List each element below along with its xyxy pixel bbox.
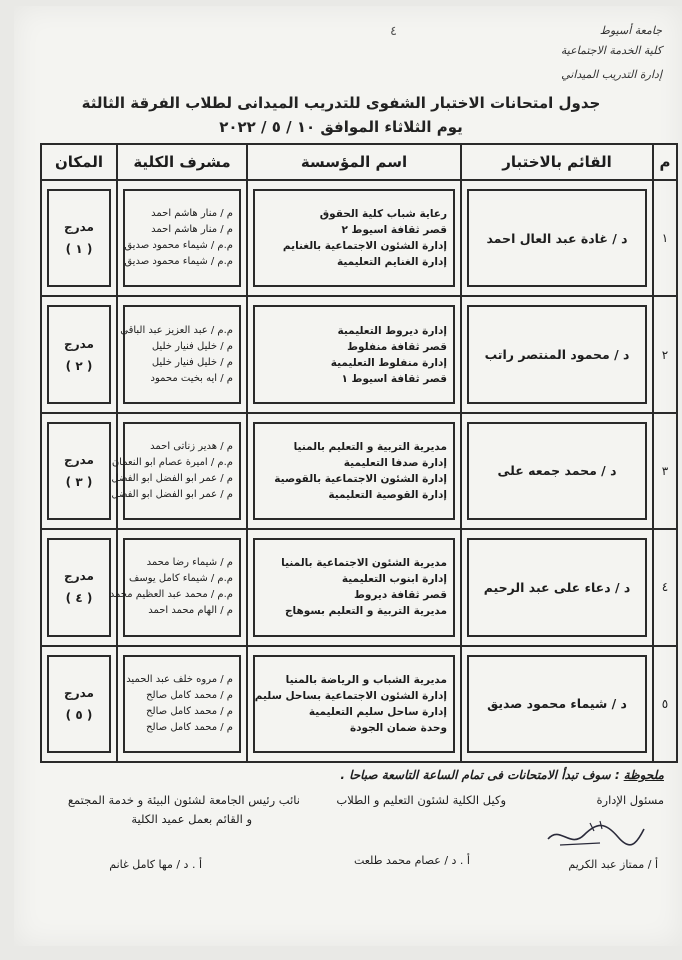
examiner-name: د / دعاء على عبد الرحيم (467, 538, 647, 636)
note-text: : سوف تبدأ الامتحانات فى تمام الساعة التاسعة صباحا . (340, 768, 620, 782)
president-name: أ . د / مها كامل غانم (109, 858, 202, 871)
supervisor-name: م / شيماء رضا محمد (146, 557, 233, 569)
document-title: جدول امتحانات الاختبار الشفوى للتدريب الميدانى لطلاب الفرقة الثالثة (81, 94, 601, 112)
exam-schedule-table (40, 143, 678, 763)
row-num: ٣ (653, 413, 677, 529)
supervisor-name: م / خليل فنيار خليل (151, 356, 233, 368)
table-row (41, 646, 677, 762)
institution-name: إدارة الشئون الاجتماعية بالغنايم (282, 240, 447, 253)
supervisor-cell (109, 529, 247, 645)
president-title-2: و القائم بعمل عميد الكلية (131, 812, 252, 826)
vice-dean-title: وكيل الكلية لشئون التعليم و الطلاب (336, 793, 506, 807)
supervisor-cell (117, 646, 247, 762)
institution-name: وحدة ضمان الجودة (349, 721, 447, 734)
institution-name: إدارة منفلوط التعليمية (330, 356, 447, 369)
exam-date: يوم الثلاثاء الموافق ١٠ / ٥ / ٢٠٢٢ (219, 118, 463, 136)
row-num: ٤ (653, 529, 677, 645)
header-institution: اسم المؤسسة (247, 144, 461, 180)
institution-cell (247, 413, 461, 529)
place-name: مدرج (64, 685, 94, 700)
table-row (41, 413, 677, 529)
header-num: م (653, 144, 677, 180)
supervisor-name: م / محمد كامل صالح (146, 721, 233, 733)
supervisor-name: م / مروه خلف عبد الحميد (126, 673, 233, 685)
place-cell (41, 529, 117, 645)
supervisor-name: م.م / شيماء كامل يوسف (129, 573, 233, 585)
vice-dean-name: أ . د / عصام محمد طلعت (353, 854, 470, 867)
row-num: ٢ (653, 296, 677, 412)
place-name: مدرج (64, 336, 94, 351)
examiner-cell (461, 646, 653, 762)
institution-name: إدارة الشئون الاجتماعية بساحل سليم (254, 689, 447, 702)
table-row (41, 296, 677, 412)
admin-name: أ / ممتاز عبد الكريم (568, 858, 658, 871)
department-name: إدارة التدريب الميداني (561, 68, 662, 81)
table-header-row (41, 144, 677, 180)
examiner-cell (461, 529, 653, 645)
place-number: ( ٢ ) (65, 358, 93, 373)
place-number: ( ٥ ) (65, 707, 93, 722)
institution-cell (247, 529, 461, 645)
header-place: المكان (41, 144, 117, 180)
supervisor-name: م / ايه بخيت محمود (150, 372, 233, 384)
supervisor-name: م.م / محمد عبد العظيم محمد (109, 589, 233, 601)
institution-name: مديرية الشئون الاجتماعية بالمنيا (281, 557, 447, 570)
institution-cell (247, 180, 461, 296)
place-name: مدرج (64, 452, 94, 467)
institution-name: قصر ثقافة ديروط (353, 589, 447, 602)
place-name: مدرج (64, 220, 94, 235)
place-cell (41, 413, 117, 529)
supervisor-name: م.م / شيماء محمود صديق (124, 256, 233, 268)
supervisor-name: م.م / اميرة عصام ابو النعمان (111, 456, 233, 468)
supervisor-name: م / خليل فنيار خليل (151, 340, 233, 352)
handwritten-signature (540, 815, 650, 855)
faculty-name: كلية الخدمة الاجتماعية (560, 44, 662, 57)
institution-name: قصر ثقافة اسيوط ١ (341, 372, 447, 385)
supervisor-cell (117, 180, 247, 296)
supervisor-name: م.م / عبد العزيز عبد الباقى (120, 324, 233, 336)
supervisor-name: م / منار هاشم احمد (151, 224, 233, 236)
examiner-cell (461, 413, 653, 529)
supervisor-name: م / الهام محمد احمد (148, 605, 233, 617)
institution-name: قصر ثقافة منفلوط (347, 340, 447, 353)
row-num: ١ (653, 180, 677, 296)
table-row (41, 529, 677, 645)
supervisor-cell (117, 296, 247, 412)
place-number: ( ١ ) (65, 242, 93, 257)
institution-cell (247, 646, 461, 762)
institution-name: إدارة القوصية التعليمية (328, 488, 447, 501)
header-examiner: القائم بالاختبار (461, 144, 653, 180)
supervisor-name: م / محمد كامل صالح (146, 689, 233, 701)
note-label: ملحوظة (623, 768, 664, 782)
institution-name: مديرية الشباب و الرياضة بالمنيا (285, 673, 447, 686)
institution-name: إدارة ديروط التعليمية (337, 324, 447, 337)
supervisor-name: م / محمد كامل صالح (146, 705, 233, 717)
institution-name: إدارة ابنوب التعليمية (341, 573, 447, 586)
place-number: ( ٤ ) (65, 591, 93, 606)
supervisor-cell (111, 413, 247, 529)
institution-name: إدارة الغنايم التعليمية (336, 256, 447, 269)
table-row (41, 180, 677, 296)
examiner-cell (461, 296, 653, 412)
supervisor-name: م / منار هاشم احمد (151, 208, 233, 220)
supervisor-name: م.م / شيماء محمود صديق (124, 240, 233, 252)
examiner-cell (461, 180, 653, 296)
university-name: جامعة أسيوط (599, 24, 662, 37)
institution-name: إدارة ساحل سليم التعليمية (308, 705, 447, 718)
row-num: ٥ (653, 646, 677, 762)
place-cell (41, 646, 117, 762)
examiner-name: د / محمود المنتصر راتب (467, 305, 647, 403)
place-cell (41, 296, 117, 412)
page-mark: ٤ (390, 24, 397, 39)
institution-name: إدارة الشئون الاجتماعية بالقوصية (274, 472, 447, 485)
examiner-name: د / شيماء محمود صديق (467, 655, 647, 753)
examiner-name: د / محمد جمعه على (467, 422, 647, 520)
institution-name: مديرية التربية و التعليم بسوهاج (284, 605, 447, 618)
place-name: مدرج (64, 569, 94, 584)
supervisor-name: م / عمر ابو الفضل ابو الفضل (111, 488, 233, 500)
admin-title: مسئول الإدارة (596, 793, 664, 807)
supervisor-name: م / عمر ابو الفضل ابو الفضل (111, 472, 233, 484)
institution-name: رعاية شباب كلية الحقوق (319, 208, 447, 221)
institution-name: قصر ثقافة اسيوط ٢ (341, 224, 447, 237)
place-cell (41, 180, 117, 296)
president-title-1: نائب رئيس الجامعة لشئون البيئة و خدمة المجتمع (67, 793, 300, 807)
note (340, 768, 664, 782)
place-number: ( ٣ ) (65, 474, 93, 489)
institution-name: إدارة صدفا التعليمية (343, 456, 447, 469)
examiner-name: د / غادة عبد العال احمد (467, 189, 647, 287)
supervisor-name: م / هدير زناتى احمد (150, 440, 233, 452)
institution-name: مديرية التربية و التعليم بالمنيا (293, 440, 447, 453)
header-supervisor: مشرف الكلية (117, 144, 247, 180)
institution-cell (247, 296, 461, 412)
